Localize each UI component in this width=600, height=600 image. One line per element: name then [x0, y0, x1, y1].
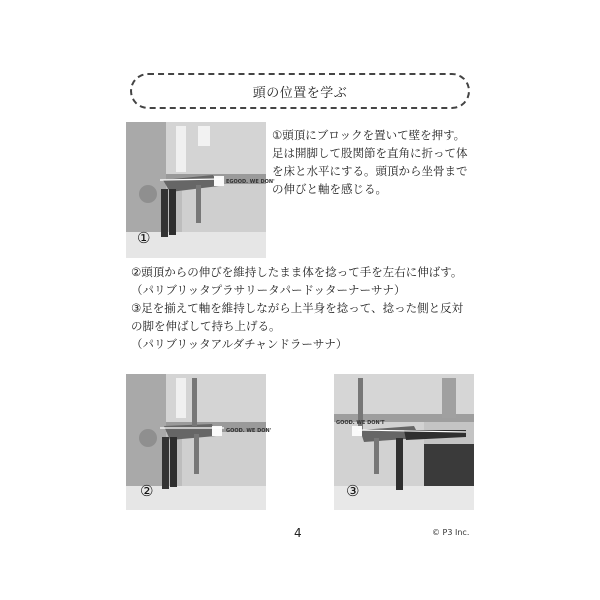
step-1-line: 足は開脚して股関節を直角に折って体: [272, 146, 468, 160]
photo-2-number: ②: [140, 482, 154, 500]
photo-2-wall-text: GOOD. WE DON': [226, 428, 272, 434]
step-3-line: ③足を揃えて軸を維持しながら上半身を捻って、捻った側と反対: [131, 301, 464, 315]
copyright: © P3 Inc.: [432, 528, 470, 537]
step-1-line: ①頭頂にブロックを置いて壁を押す。: [272, 128, 466, 142]
step-1-line: の伸びと軸を感じる。: [272, 182, 387, 196]
photo-1-number: ①: [137, 229, 151, 247]
steps-2-3-text: [131, 263, 463, 353]
photo-step-2: [126, 374, 272, 510]
page-number: 4: [294, 526, 302, 540]
step-1-line: を床と水平にする。頭頂から坐骨まで: [272, 164, 468, 178]
step-1-text: [272, 126, 468, 198]
page-title: 頭の位置を学ぶ: [252, 85, 348, 101]
step-2-pose-name: （パリブリッタプラサリータパードッターナーサナ）: [131, 283, 406, 297]
step-3-pose-name: （パリブリッタアルダチャンドラーサナ）: [131, 337, 348, 351]
photo-3-number: ③: [346, 482, 360, 500]
photo-1-wall-text: EGOOD. WE DON': [226, 179, 275, 185]
step-2-line: ②頭頂からの伸びを維持したまま体を捻って手を左右に伸ばす。: [131, 265, 463, 279]
photo-step-1: [126, 122, 275, 258]
step-3-line: の脚を伸ばして持ち上げる。: [131, 319, 281, 333]
title-box: [130, 73, 470, 109]
photo-3-wall-text: GOOD. WE DON'T: [336, 420, 385, 426]
photo-step-3: [334, 374, 474, 510]
